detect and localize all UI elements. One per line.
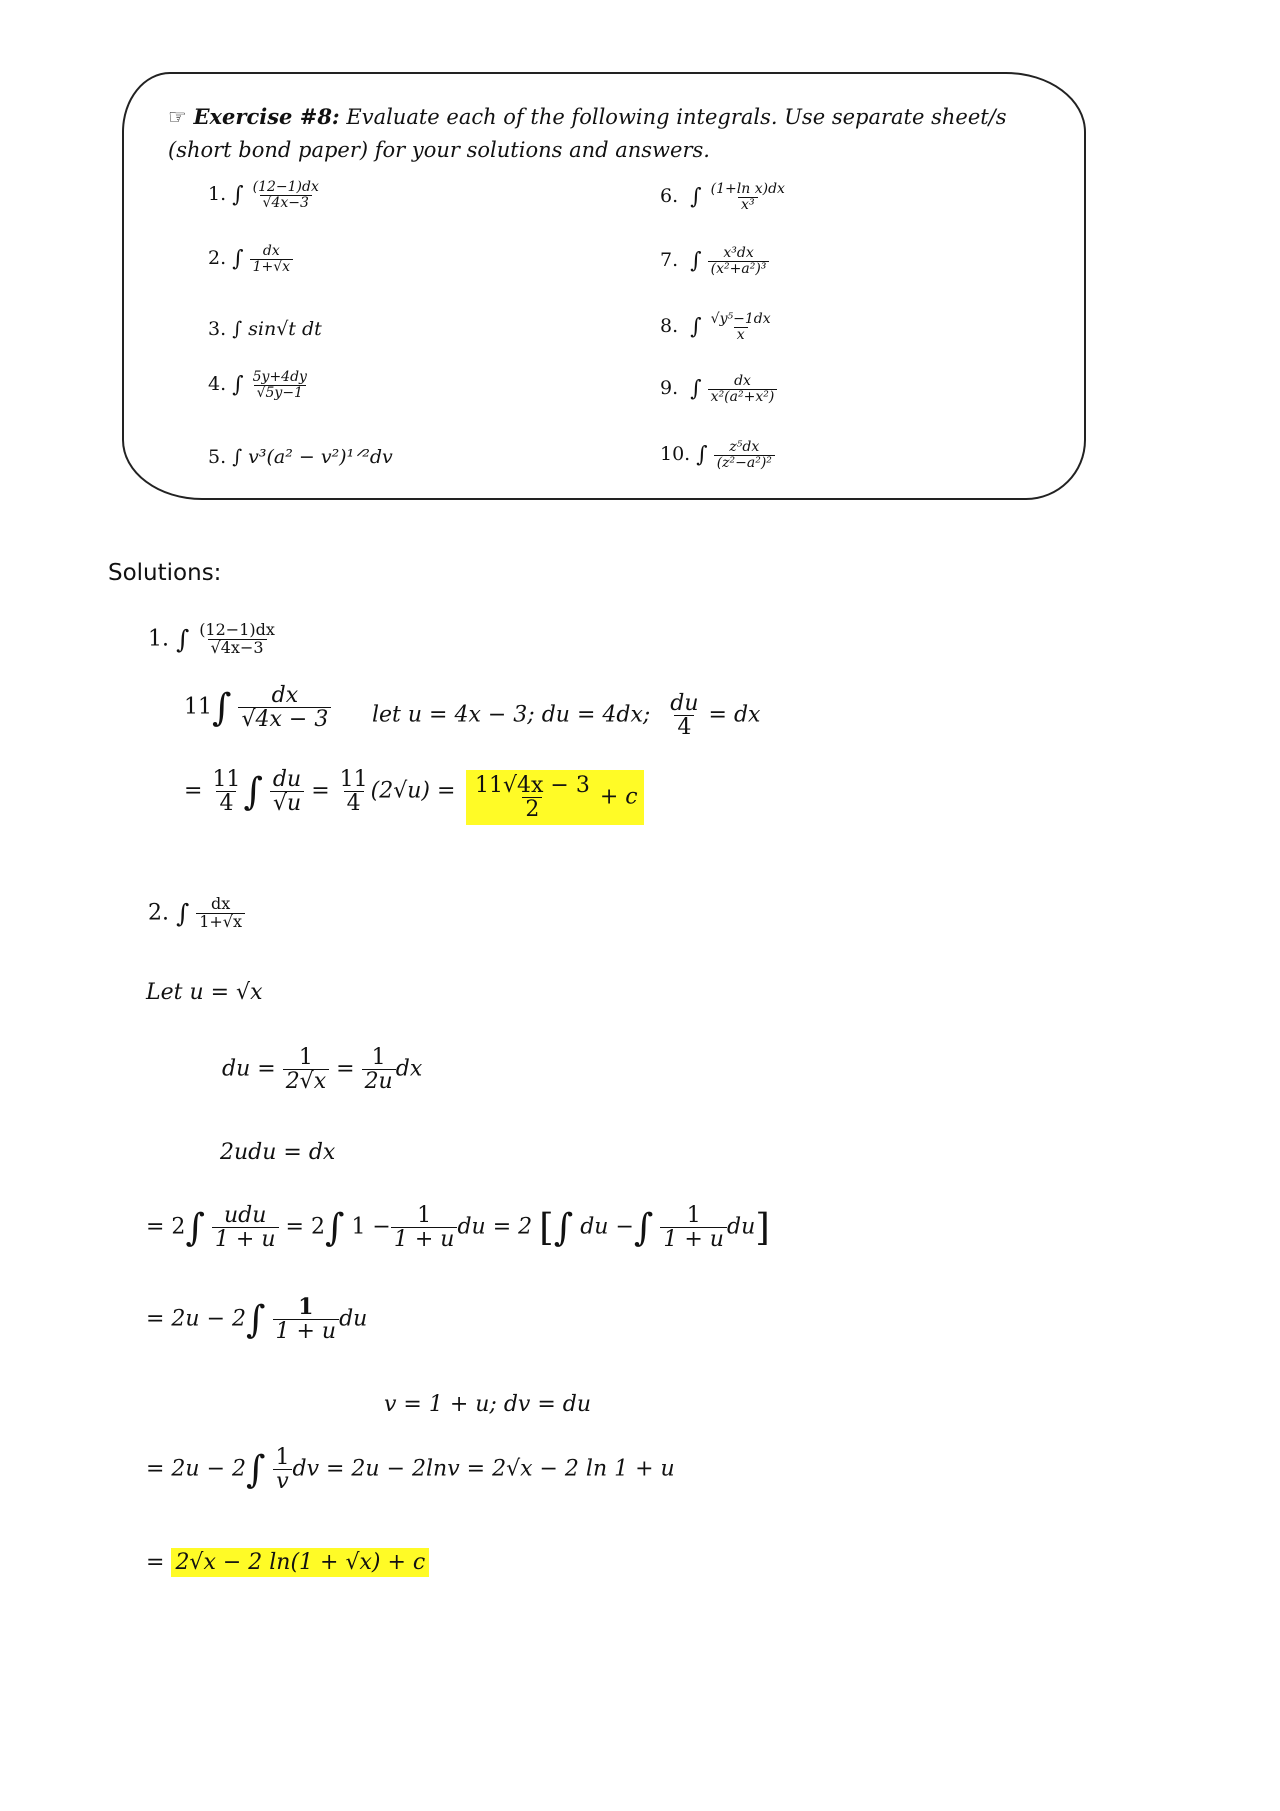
exercise-item-5: 5. ∫ v³(a² − v²)¹ᐟ²dv — [208, 446, 393, 468]
solution-1-problem: 1. ∫ $\frac{(12-1)dx}{√4x-3}$ — [148, 620, 275, 657]
solution-2-final: = 2√x − 2 ln(1 + √x) + c — [146, 1550, 429, 1575]
solution-2-answer: 2√x − 2 ln(1 + √x) + c — [171, 1548, 429, 1577]
solution-2-2udu: 2udu = dx — [220, 1140, 336, 1165]
exercise-item-2: 2. ∫ $\frac{dx}{1+√x}$ — [208, 244, 293, 274]
solution-1-line2: = $\frac{11}{4}$ ∫ $\frac{du}{√u}$ = $\frac{11}{4}$ (2√u) = — [184, 767, 456, 817]
solution-2-let: Let u = √x — [146, 980, 263, 1005]
solution-1-answer: $\frac{11√4x - 3}{2}$ + c — [466, 770, 644, 825]
solution-2-du: du = $\frac{1}{2√x}$ = $\frac{1}{2u}$ dx — [222, 1045, 423, 1095]
exercise-item-10: 10. ∫ $\frac{\text{z⁵dx}}{\text{(z²−a²)²}}$ — [660, 440, 775, 470]
solution-1-substitution: let u = 4x − 3; du = 4dx; $\frac{du}{4}$ = dx — [372, 691, 761, 741]
exercise-instruction-line1: Evaluate each of the following integrals. Use separate sheet/s — [346, 105, 1007, 129]
exercise-item-8: 8. ∫ $\frac{\text{√y⁵−1dx}}{x}$ — [660, 311, 771, 343]
pointing-hand-icon: ☞ — [168, 105, 187, 129]
exercise-instruction-line2: (short bond paper) for your solutions and answers. — [168, 138, 710, 162]
solution-2-line3: = 2∫ $\frac{\text{udu}}{1 + u}$ = 2∫ 1 − $\frac{1}{1 + u}$ du = 2 [∫ du −∫ $\frac{1}{1 + u}$ du] — [146, 1203, 770, 1253]
exercise-label: Exercise #8: — [193, 104, 340, 129]
solutions-heading: Solutions: — [108, 560, 222, 586]
solution-2-problem: 2. ∫ $\frac{dx}{1+√x}$ — [148, 896, 245, 931]
exercise-item-7: 7. ∫ $\frac{\text{x³dx}}{\text{(x²+a²)³}}$ — [660, 246, 769, 276]
solution-1-line1: 11∫ $\frac{dx}{√4x - 3}$ — [184, 684, 331, 731]
exercise-item-1: 1. ∫ $\frac{(12-1)dx}{√4x-3}$ — [208, 179, 319, 211]
exercise-item-3: 3. ∫ sin√t dt — [208, 318, 322, 340]
exercise-box — [122, 72, 1086, 500]
exercise-item-6: 6. ∫ $\frac{\text{(1+ln x)dx}}{\text{x³}}$ — [660, 181, 785, 213]
solution-2-line4: = 2u − 2∫ $\frac{1}{1 + u}$ du — [146, 1294, 368, 1345]
solution-2-v-sub: v = 1 + u; dv = du — [384, 1392, 592, 1417]
exercise-header — [168, 104, 1007, 129]
solution-2-line5: = 2u − 2∫ $\frac{1}{v}$ dv = 2u − 2lnv = 2√x − 2 ln 1 + u — [146, 1445, 675, 1495]
exercise-item-4: 4. ∫ $\frac{5y+4dy}{√5y-1}$ — [208, 369, 307, 401]
exercise-item-9: 9. ∫ $\frac{dx}{\text{x²(a²+x²)}}$ — [660, 374, 777, 404]
